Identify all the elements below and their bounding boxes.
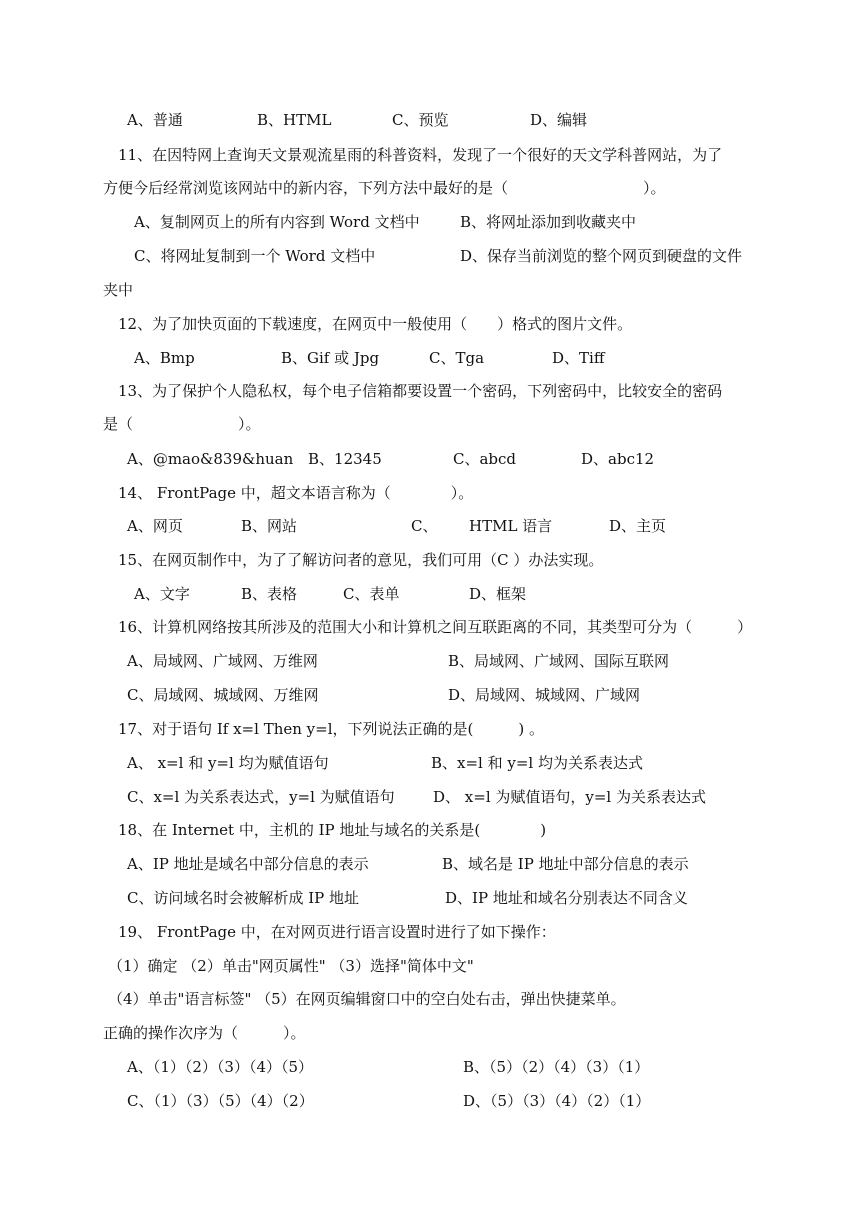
q12-option-b: B、Gif 或 Jpg — [281, 349, 380, 367]
q17-option-c: C、x=l 为关系表达式，y=l 为赋值语句 — [127, 788, 395, 806]
q19-option-a: A、（1）（2）（3）（4）（5） — [127, 1058, 314, 1076]
q13-stem-line2: 是（ ）。 — [103, 415, 261, 433]
q13-option-b: B、12345 — [308, 450, 382, 468]
q16-option-d: D、局域网、城域网、广域网 — [448, 686, 641, 704]
q17-option-d: D、 x=l 为赋值语句，y=l 为关系表达式 — [433, 788, 706, 806]
q15-option-b: B、表格 — [241, 585, 298, 603]
q15-option-a: A、文字 — [134, 585, 190, 603]
q12-option-d: D、Tiff — [552, 349, 605, 367]
q13-option-c: C、abcd — [453, 450, 517, 468]
q11-option-b: B、将网址添加到收藏夹中 — [460, 213, 637, 231]
q12-option-c: C、Tga — [429, 349, 485, 367]
q16-option-a: A、局域网、广域网、万维网 — [127, 652, 318, 670]
q14-option-c: C、 — [411, 517, 438, 535]
q17-option-a: A、 x=l 和 y=l 均为赋值语句 — [127, 754, 329, 772]
q13-option-a: A、@mao&839&huan — [127, 450, 294, 468]
q16-stem: 16、计算机网络按其所涉及的范围大小和计算机之间互联距离的不同，其类型可分为（ ） — [118, 618, 753, 636]
q14-option-c-text: HTML 语言 — [469, 517, 553, 535]
q10-option-d: D、编辑 — [530, 111, 588, 129]
q11-option-d: D、保存当前浏览的整个网页到硬盘的文件 — [460, 247, 743, 265]
q19-steps-line2: （4）单击"语言标签" （5）在网页编辑窗口中的空白处右击，弹出快捷菜单。 — [108, 990, 626, 1008]
q15-stem: 15、在网页制作中，为了了解访问者的意见，我们可用（C ）办法实现。 — [118, 551, 604, 569]
q14-stem: 14、 FrontPage 中，超文本语言称为（ ）。 — [118, 484, 474, 502]
q19-order-prompt: 正确的操作次序为（ ）。 — [103, 1024, 306, 1042]
q18-stem: 18、在 Internet 中，主机的 IP 地址与域名的关系是( ) — [118, 821, 547, 839]
q19-steps-line1: （1）确定 （2）单击"网页属性" （3）选择"简体中文" — [108, 957, 474, 975]
q16-option-c: C、局域网、城域网、万维网 — [127, 686, 319, 704]
q11-stem-line2: 方便今后经常浏览该网站中的新内容，下列方法中最好的是（ ）。 — [103, 179, 666, 197]
q10-option-a: A、普通 — [127, 111, 183, 129]
q10-option-b: B、HTML — [257, 111, 332, 129]
q19-option-d: D、（5）（3）（4）（2）（1） — [463, 1092, 651, 1110]
q18-option-a: A、IP 地址是域名中部分信息的表示 — [127, 855, 369, 873]
q10-option-c: C、预览 — [392, 111, 449, 129]
q19-option-b: B、（5）（2）（4）（3）（1） — [463, 1058, 650, 1076]
q11-option-c: C、将网址复制到一个 Word 文档中 — [134, 247, 376, 265]
q13-stem-line1: 13、为了保护个人隐私权，每个电子信箱都要设置一个密码，下列密码中，比较安全的密码 — [118, 382, 723, 400]
q14-option-a: A、网页 — [127, 517, 183, 535]
q14-option-b: B、网站 — [241, 517, 298, 535]
q18-option-d: D、IP 地址和域名分别表达不同含义 — [445, 889, 688, 907]
q19-stem: 19、 FrontPage 中，在对网页进行语言设置时进行了如下操作： — [118, 923, 556, 941]
q18-option-b: B、域名是 IP 地址中部分信息的表示 — [442, 855, 689, 873]
q15-option-d: D、框架 — [469, 585, 527, 603]
q11-stem-line1: 11、在因特网上查询天文景观流星雨的科普资料，发现了一个很好的天文学科普网站，为了 — [118, 146, 723, 164]
q17-stem: 17、对于语句 If x=l Then y=l，下列说法正确的是( ) 。 — [118, 720, 544, 738]
q12-option-a: A、Bmp — [134, 349, 195, 367]
q16-option-b: B、局域网、广域网、国际互联网 — [448, 652, 670, 670]
q18-option-c: C、访问域名时会被解析成 IP 地址 — [127, 889, 360, 907]
q13-option-d: D、abc12 — [581, 450, 655, 468]
q11-option-d-cont: 夹中 — [103, 281, 134, 299]
q15-option-c: C、表单 — [343, 585, 400, 603]
q19-option-c: C、（1）（3）（5）（4）（2） — [127, 1092, 314, 1110]
q17-option-b: B、x=l 和 y=l 均为关系表达式 — [431, 754, 643, 772]
q14-option-d: D、主页 — [609, 517, 667, 535]
q12-stem: 12、为了加快页面的下载速度，在网页中一般使用（ ）格式的图片文件。 — [118, 315, 633, 333]
q11-option-a: A、复制网页上的所有内容到 Word 文档中 — [134, 213, 420, 231]
